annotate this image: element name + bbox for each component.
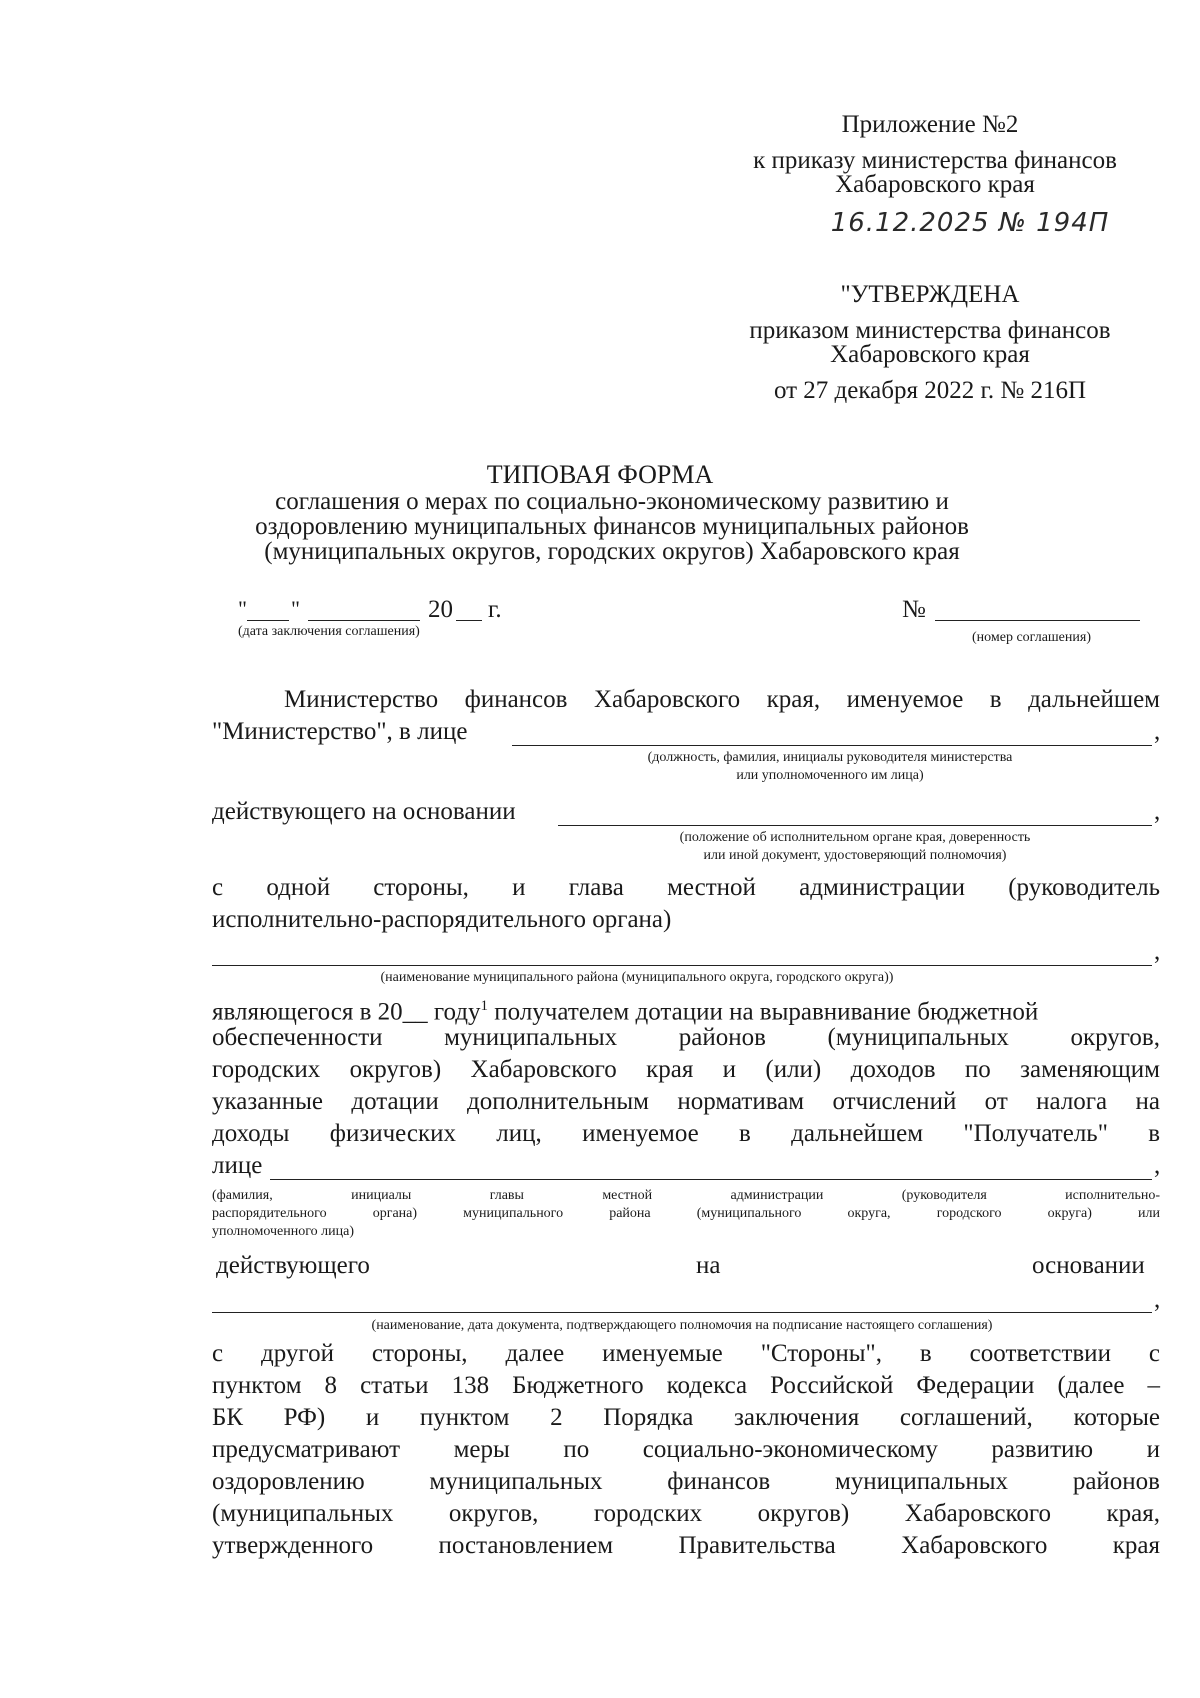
- p3-line1-part-b: получателем дотации на выравнивание бюджетной: [488, 998, 1039, 1026]
- approved-label: "УТВЕРЖДЕНА: [840, 281, 1020, 308]
- p1-comma: ,: [1154, 718, 1161, 745]
- on-word: на: [696, 1252, 721, 1279]
- municipality-fill-line: [212, 965, 1152, 966]
- p3-line6: лице: [212, 1152, 263, 1179]
- number-sign: №: [902, 596, 926, 623]
- p1-line2: "Министерство", в лице: [212, 718, 468, 745]
- representative-fill-line: [512, 745, 1152, 746]
- date-quote-open: ": [238, 596, 247, 621]
- appendix-to-order-line1: к приказу министерства финансов: [753, 147, 1117, 174]
- handwritten-date-number: 16.12.2025 № 194П: [830, 208, 1110, 238]
- p3-line3: городских округов) Хабаровского края и (или) доходов по заменяющим: [212, 1056, 1160, 1083]
- acting-word: действующего: [216, 1252, 370, 1279]
- p4-line5: оздоровлению муниципальных финансов муниципальных районов: [212, 1468, 1160, 1495]
- caption-basis-line2: или иной документ, удостоверяющий полномочия): [703, 848, 1007, 863]
- p3-line4: указанные дотации дополнительным нормативам отчислений от налога на: [212, 1088, 1160, 1115]
- date-year-suffix: г.: [488, 596, 502, 623]
- p2-line1: с одной стороны, и глава местной администрации (руководитель: [212, 874, 1160, 901]
- approved-line2: Хабаровского края: [830, 341, 1030, 368]
- caption-municipality: (наименование муниципального района (муниципального округа, городского округа)): [380, 970, 894, 985]
- heading-line3: (муниципальных округов, городских округов) Хабаровского края: [264, 538, 960, 565]
- caption-head-line1: (фамилия, инициалы главы местной администрации (руководителя исполнительно-: [212, 1188, 1160, 1203]
- approved-line3: от 27 декабря 2022 г. № 216П: [773, 377, 1087, 404]
- p3-line1-part-a: являющегося в 20__ году: [212, 998, 481, 1026]
- p4-line7: утвержденного постановлением Правительства Хабаровского края: [212, 1532, 1160, 1559]
- date-year-line: [456, 620, 482, 621]
- footnote-marker-1: 1: [480, 998, 489, 1014]
- p2-line2: исполнительно-распорядительного органа): [212, 906, 672, 933]
- basis-word: основании: [1032, 1252, 1145, 1279]
- appendix-to-order-line2: Хабаровского края: [835, 171, 1035, 198]
- appendix-title: Приложение №2: [841, 111, 1019, 138]
- date-day-line: [247, 620, 289, 621]
- caption-head-line2: распорядительного органа) муниципального района (муниципального округа, городского округа) или: [212, 1206, 1160, 1221]
- number-line: [935, 620, 1140, 621]
- caption-representative-line1: (должность, фамилия, инициалы руководителя министерства: [647, 750, 1013, 765]
- p4-line3: БК РФ) и пунктом 2 Порядка заключения соглашений, которые: [212, 1404, 1160, 1431]
- date-quote-close: ": [291, 596, 300, 621]
- date-month-line: [308, 620, 420, 621]
- basis-fill-line: [558, 825, 1152, 826]
- p4-line6: (муниципальных округов, городских округов) Хабаровского края,: [212, 1500, 1160, 1527]
- authority-doc-fill-line: [212, 1312, 1152, 1313]
- authority-comma: ,: [1154, 1286, 1161, 1313]
- number-caption: (номер соглашения): [972, 630, 1091, 645]
- p2-comma: ,: [1154, 938, 1161, 965]
- heading-title: ТИПОВАЯ ФОРМА: [486, 460, 714, 489]
- caption-basis-line1: (положение об исполнительном органе края, доверенность: [679, 830, 1031, 845]
- p3-line5: доходы физических лиц, именуемое в дальнейшем "Получатель" в: [212, 1120, 1160, 1147]
- approved-line1: приказом министерства финансов: [749, 317, 1111, 344]
- caption-representative-line2: или уполномоченного им лица): [736, 768, 924, 783]
- p4-line2: пунктом 8 статьи 138 Бюджетного кодекса Российской Федерации (далее –: [212, 1372, 1160, 1399]
- heading-line2: оздоровлению муниципальных финансов муниципальных районов: [255, 513, 969, 540]
- caption-authority-doc: (наименование, дата документа, подтверждающего полномочия на подписание настоящего соглашения): [371, 1318, 993, 1333]
- acting-basis-label: действующего на основании: [212, 798, 516, 825]
- head-name-fill-line: [270, 1179, 1152, 1180]
- basis-comma: ,: [1154, 798, 1161, 825]
- p1-line1: Министерство финансов Хабаровского края, именуемое в дальнейшем: [284, 686, 1160, 713]
- heading-line1: соглашения о мерах по социально-экономическому развитию и: [275, 488, 949, 515]
- p4-line1: с другой стороны, далее именуемые "Стороны", в соответствии с: [212, 1340, 1160, 1367]
- p3-comma: ,: [1154, 1152, 1161, 1179]
- date-caption: (дата заключения соглашения): [238, 624, 420, 639]
- caption-head-line3: уполномоченного лица): [212, 1224, 354, 1239]
- p3-line2: обеспеченности муниципальных районов (муниципальных округов,: [212, 1024, 1160, 1051]
- p4-line4: предусматривают меры по социально-экономическому развитию и: [212, 1436, 1160, 1463]
- date-year-prefix: 20: [428, 596, 453, 623]
